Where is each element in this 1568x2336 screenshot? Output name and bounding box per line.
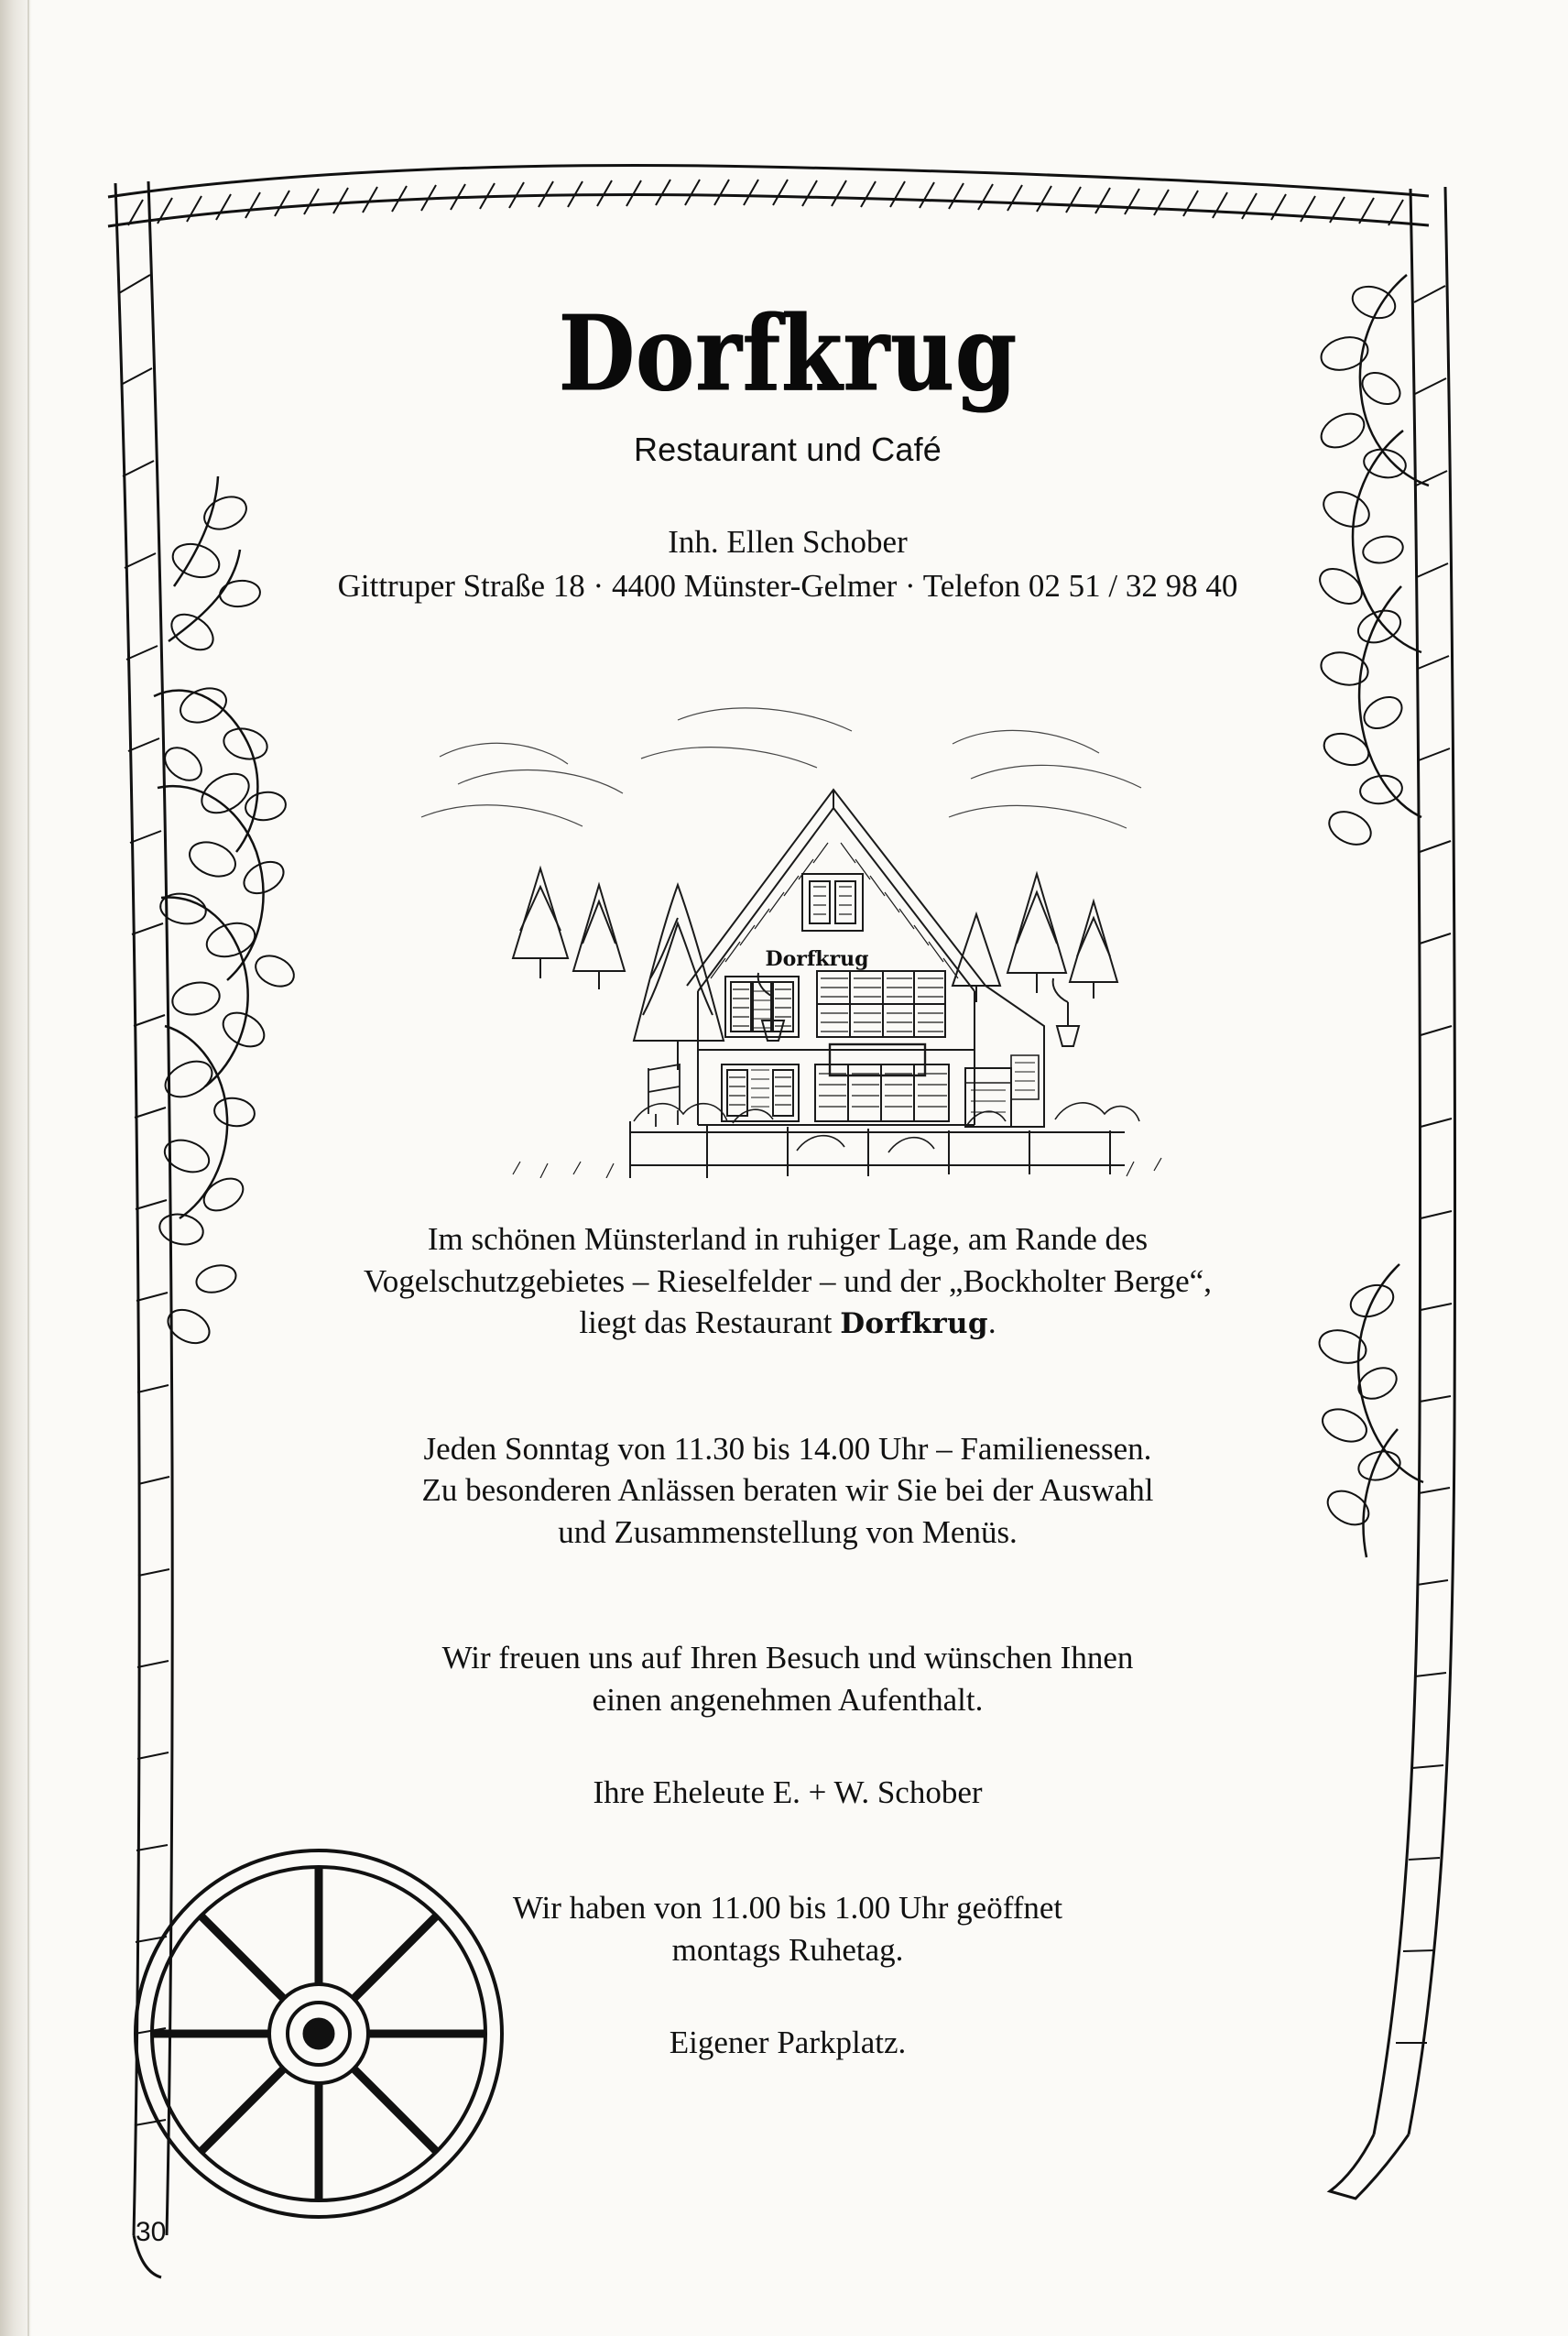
welcome-line-2: einen angenehmen Aufenthalt. bbox=[592, 1681, 984, 1718]
sunday-line-3: und Zusammenstellung von Menüs. bbox=[558, 1513, 1018, 1550]
page-gutter-line bbox=[27, 0, 29, 2336]
opening-hours-paragraph bbox=[165, 1887, 1410, 1970]
hours-line-2: montags Ruhetag. bbox=[671, 1931, 904, 1968]
building-sign-text: Dorfkrug bbox=[765, 947, 869, 971]
owner-line: Inh. Ellen Schober bbox=[668, 524, 908, 560]
advertisement-content bbox=[165, 292, 1410, 2064]
intro-paragraph bbox=[165, 1218, 1410, 1344]
restaurant-logo: Dorfkrug bbox=[558, 292, 1018, 415]
page-number: 30 bbox=[136, 2217, 167, 2247]
intro-line-3-suffix: . bbox=[987, 1304, 996, 1340]
address-line: Gittruper Straße 18 · 4400 Münster-Gelmer · Telefon 02 51 / 32 98 40 bbox=[337, 568, 1238, 604]
sunday-line-2: Zu besonderen Anlässen beraten wir Sie bei der Auswahl bbox=[421, 1472, 1154, 1508]
signature-line: Ihre Eheleute E. + W. Schober bbox=[593, 1774, 983, 1810]
sunday-line-1: Jeden Sonntag von 11.30 bis 14.00 Uhr – Familienessen. bbox=[423, 1430, 1152, 1467]
intro-line-2: Vogelschutzgebietes – Rieselfelder – und der „Bockholter Berge“, bbox=[364, 1262, 1212, 1299]
sunday-paragraph bbox=[165, 1428, 1410, 1554]
intro-restaurant-name: Dorfkrug bbox=[840, 1307, 988, 1340]
welcome-paragraph bbox=[165, 1637, 1410, 1720]
hours-line-1: Wir haben von 11.00 bis 1.00 Uhr geöffnet bbox=[512, 1890, 1063, 1927]
intro-line-1: Im schönen Münsterland in ruhiger Lage, am Rande des bbox=[427, 1221, 1149, 1257]
restaurant-subtitle: Restaurant und Café bbox=[633, 431, 942, 468]
page-gutter-shadow bbox=[0, 0, 31, 2336]
intro-line-3-prefix: liegt das Restaurant bbox=[579, 1304, 841, 1340]
welcome-line-1: Wir freuen uns auf Ihren Besuch und wünschen Ihnen bbox=[441, 1640, 1134, 1676]
building-drawing bbox=[403, 656, 1172, 1178]
restaurant-building-illustration bbox=[403, 656, 1172, 1178]
parking-line: Eigener Parkplatz. bbox=[669, 2025, 907, 2061]
